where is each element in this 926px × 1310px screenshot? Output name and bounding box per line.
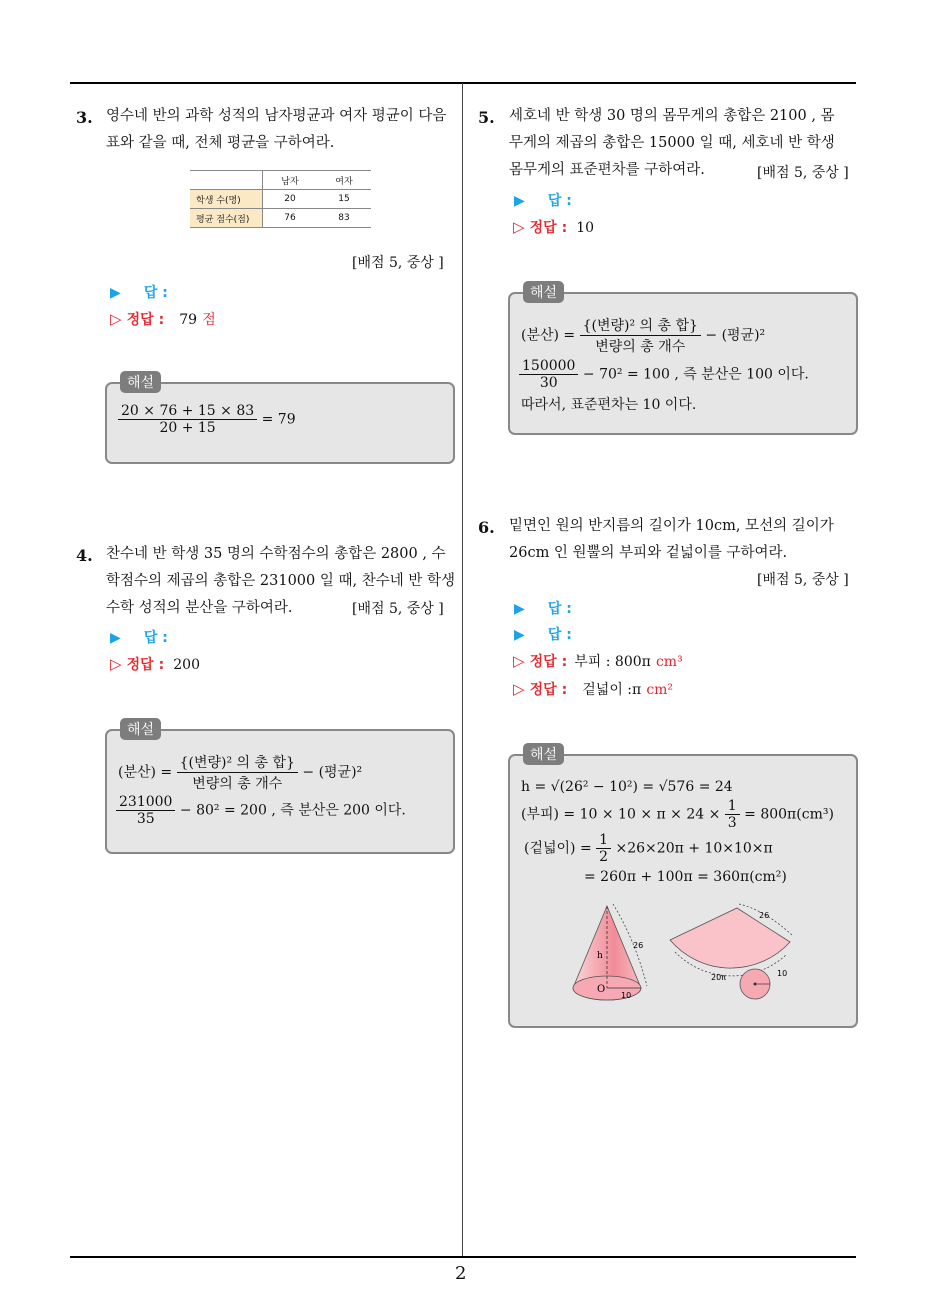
q4-solution-line1 xyxy=(118,752,362,793)
q3-number: 3. xyxy=(76,108,93,127)
q4-text-line: 찬수네 반 학생 35 명의 수학점수의 총합은 2800 , 수 xyxy=(106,546,446,562)
numerator: {(변량)² 의 총 합} xyxy=(177,752,298,773)
q5-solution-tag: 해설 xyxy=(523,281,564,303)
q6-dap1-row xyxy=(514,598,572,618)
table-cell: 평균 점수(점) xyxy=(190,209,263,228)
solution-tail: − (평균)² xyxy=(302,764,363,781)
q4-solution-line2 xyxy=(116,794,406,827)
table-cell: 76 xyxy=(263,209,318,228)
solution-lhs: (부피) = 10 × 10 × π × 24 × xyxy=(521,806,721,823)
q5-dap-row xyxy=(514,190,572,210)
play-arrow-icon: ▶ xyxy=(514,627,525,643)
q5-answer-row xyxy=(513,217,594,237)
answer-label: 정답 : xyxy=(529,654,568,670)
q3-solution-tag: 해설 xyxy=(120,371,161,393)
label-o: O xyxy=(597,984,606,995)
fraction xyxy=(580,315,701,356)
bottom-rule xyxy=(70,1256,856,1258)
outline-arrow-icon: ▷ xyxy=(513,652,525,670)
dap-label: 답 : xyxy=(547,627,572,643)
answer-label: 정답 : xyxy=(529,220,568,236)
q4-points: [배점 5, 중상 ] xyxy=(352,601,444,617)
q5-text-line: 무게의 제곱의 총합은 15000 일 때, 세호네 반 학생 xyxy=(509,135,835,151)
q3-table xyxy=(190,170,371,228)
q3-solution-math xyxy=(118,403,296,436)
q5-number: 5. xyxy=(478,108,495,127)
denominator: 30 xyxy=(539,375,558,391)
answer-value: 200 xyxy=(173,657,200,673)
denominator: 3 xyxy=(727,815,737,831)
table-cell: 15 xyxy=(317,190,371,209)
label-arc-len: 20π xyxy=(711,973,726,982)
answer-value: 79 xyxy=(179,312,198,328)
solution-tail: ×26×20π + 10×10×π xyxy=(615,840,773,857)
table-row xyxy=(190,209,371,228)
solution-tail: − 70² = 100 , 즉 분산은 100 이다. xyxy=(582,366,809,383)
answer-label: 정답 : xyxy=(126,657,165,673)
table-cell xyxy=(190,171,263,190)
q3-text xyxy=(106,103,458,157)
net-sector xyxy=(670,908,790,968)
dap-label: 답 : xyxy=(547,193,572,209)
q5-text-line: 몸무게의 표준편차를 구하여라. xyxy=(509,162,705,178)
denominator: 변량의 총 개수 xyxy=(192,776,283,792)
q6-text-line: 26cm 인 원뿔의 부피와 겉넓이를 구하여라. xyxy=(509,545,788,561)
denominator: 2 xyxy=(599,849,609,865)
q6-number: 6. xyxy=(478,518,495,537)
q3-text-line: 표와 같을 때, 전체 평균을 구하여라. xyxy=(106,135,335,151)
outline-arrow-icon: ▷ xyxy=(110,655,122,673)
label-r: 10 xyxy=(621,991,632,1000)
numerator: 20 × 76 + 15 × 83 xyxy=(118,403,257,420)
q4-text-line: 학점수의 제곱의 총합은 231000 일 때, 찬수네 반 학생 xyxy=(106,573,455,589)
table-cell: 여자 xyxy=(317,171,371,190)
q6-text-line: 밑면인 원의 반지름의 길이가 10cm, 모선의 길이가 xyxy=(509,518,834,534)
answer-value: 10 xyxy=(576,220,595,236)
fraction xyxy=(725,798,740,831)
q5-points: [배점 5, 중상 ] xyxy=(757,165,849,181)
outline-arrow-icon: ▷ xyxy=(110,310,122,328)
solution-rhs: = 79 xyxy=(261,411,296,428)
q4-number: 4. xyxy=(76,546,93,565)
outline-arrow-icon: ▷ xyxy=(513,680,525,698)
denominator: 변량의 총 개수 xyxy=(595,339,686,355)
dap-label: 답 : xyxy=(143,285,168,301)
q6-solution-line3 xyxy=(524,832,773,865)
cone-figure xyxy=(565,900,655,1005)
play-arrow-icon: ▶ xyxy=(514,601,525,617)
solution-lhs: (분산) = xyxy=(118,764,173,781)
q5-solution-line3: 따라서, 표준편차는 10 이다. xyxy=(521,397,697,413)
solution-tail: − 80² = 200 , 즉 분산은 200 이다. xyxy=(179,802,406,819)
solution-lhs: (겉넓이) = xyxy=(524,840,592,857)
answer-unit: 점 xyxy=(202,312,216,328)
outline-arrow-icon: ▷ xyxy=(513,218,525,236)
denominator: 35 xyxy=(136,811,155,827)
q6-solution-tag: 해설 xyxy=(523,743,564,765)
column-divider xyxy=(462,83,463,1257)
fraction xyxy=(116,794,175,827)
denominator: 20 + 15 xyxy=(159,420,216,436)
q5-solution-line2 xyxy=(519,358,809,391)
numerator: {(변량)² 의 총 합} xyxy=(580,315,701,336)
table-row xyxy=(190,171,371,190)
solution-tail: − (평균)² xyxy=(705,327,766,344)
table-cell: 20 xyxy=(263,190,318,209)
numerator: 1 xyxy=(725,798,740,815)
q3-text-line: 영수네 반의 과학 성적의 남자평균과 여자 평균이 다음 xyxy=(106,108,447,124)
label-base-r: 10 xyxy=(777,969,788,978)
label-h: h xyxy=(597,951,603,961)
q4-text-line: 수학 성적의 분산을 구하여라. xyxy=(106,600,293,616)
q6-points: [배점 5, 중상 ] xyxy=(757,572,849,588)
q6-text xyxy=(509,513,859,567)
dap-label: 답 : xyxy=(143,630,168,646)
q4-dap-row xyxy=(110,627,168,647)
play-arrow-icon: ▶ xyxy=(110,285,121,301)
q6-answer1-row xyxy=(513,651,683,671)
page-number: 2 xyxy=(455,1263,467,1284)
net-base-center xyxy=(754,983,757,986)
label-arc: 26 xyxy=(759,911,770,920)
q3-answer-row xyxy=(110,309,216,329)
top-rule xyxy=(70,82,856,84)
fraction xyxy=(118,403,257,436)
q6-solution-line4: = 260π + 100π = 360π(cm²) xyxy=(584,869,787,885)
cone-net-figure xyxy=(665,900,805,1005)
fraction xyxy=(177,752,298,793)
answer-label: 정답 : xyxy=(529,682,568,698)
solution-lhs: (분산) = xyxy=(521,327,576,344)
answer-unit: cm³ xyxy=(655,654,683,670)
q6-dap2-row xyxy=(514,624,572,644)
numerator: 231000 xyxy=(116,794,175,811)
q6-solution-line2 xyxy=(521,798,834,831)
table-cell: 남자 xyxy=(263,171,318,190)
answer-label: 정답 : xyxy=(126,312,165,328)
q5-text-line: 세호네 반 학생 30 명의 몸무게의 총합은 2100 , 몸 xyxy=(509,108,835,124)
solution-tail: = 800π(cm³) xyxy=(744,806,834,823)
answer-value: 겉넓이 :π xyxy=(582,682,642,698)
q6-solution-line1: h = √(26² − 10²) = √576 = 24 xyxy=(521,779,733,795)
numerator: 150000 xyxy=(519,358,578,375)
play-arrow-icon: ▶ xyxy=(110,630,121,646)
fraction xyxy=(519,358,578,391)
play-arrow-icon: ▶ xyxy=(514,193,525,209)
answer-value: 부피 : 800π xyxy=(574,654,651,670)
q6-answer2-row xyxy=(513,679,673,699)
q4-solution-tag: 해설 xyxy=(120,718,161,740)
q5-solution-line1 xyxy=(521,315,765,356)
q3-dap-row xyxy=(110,282,168,302)
label-slant: 26 xyxy=(633,941,644,950)
fraction xyxy=(596,832,611,865)
table-row xyxy=(190,190,371,209)
table-cell: 83 xyxy=(317,209,371,228)
q4-answer-row xyxy=(110,654,200,674)
numerator: 1 xyxy=(596,832,611,849)
table-cell: 학생 수(명) xyxy=(190,190,263,209)
dap-label: 답 : xyxy=(547,601,572,617)
answer-unit: cm² xyxy=(646,682,674,698)
q3-points: [배점 5, 중상 ] xyxy=(352,255,444,271)
